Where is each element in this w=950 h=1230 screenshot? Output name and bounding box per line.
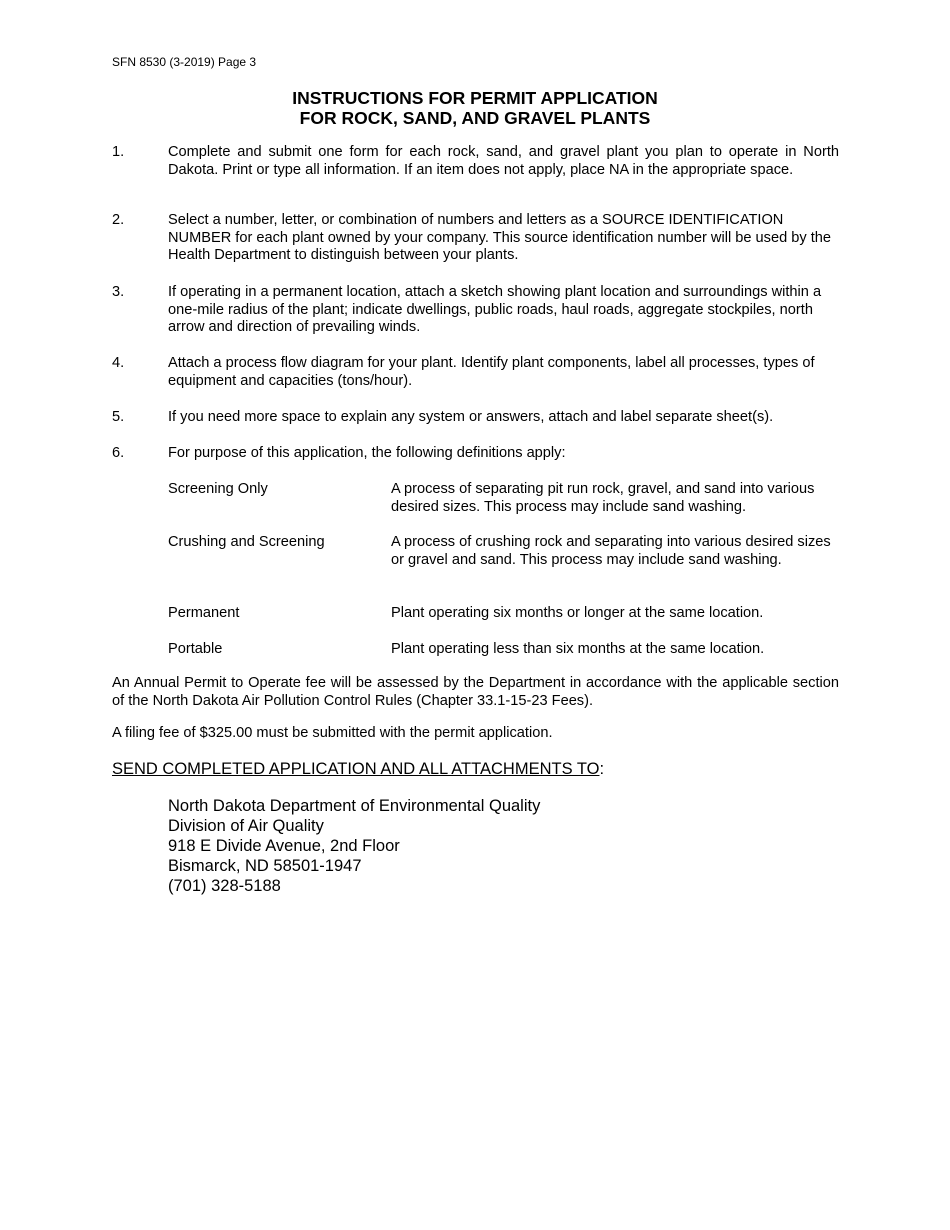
definition-term: Screening Only (168, 481, 268, 497)
instruction-text: If operating in a permanent location, attach a sketch showing plant location and surroundings within a one-mile radius of the plant; indicate dwellings, public roads, haul roads, aggregate stockpiles, north arrow and direction of prevailing winds. (168, 284, 822, 335)
instruction-number: 4. (112, 355, 125, 371)
definition-row (168, 641, 840, 659)
title-line-2: FOR ROCK, SAND, AND GRAVEL PLANTS (299, 108, 651, 128)
instruction-number: 5. (112, 409, 125, 425)
address-line: North Dakota Department of Environmental Quality (168, 797, 541, 815)
definition-row (168, 605, 840, 623)
instruction-item (112, 355, 839, 390)
instruction-number: 2. (112, 212, 125, 228)
mailing-address (168, 796, 540, 896)
instruction-item (112, 144, 839, 179)
filing-fee-paragraph: A filing fee of $325.00 must be submitted with the permit application. (112, 725, 553, 741)
instruction-text: Complete and submit one form for each rock, sand, and gravel plant you plan to operate in North Dakota. Print or type all information. If an item does not apply, place NA in the appropriate space. (168, 144, 839, 178)
definition-row (168, 481, 840, 516)
definition-term: Crushing and Screening (168, 534, 325, 550)
address-line: (701) 328-5188 (168, 877, 281, 895)
definition-description: Plant operating less than six months at the same location. (391, 641, 765, 657)
definition-row (168, 534, 840, 569)
definition-description: Plant operating six months or longer at the same location. (391, 605, 764, 621)
instruction-text: If you need more space to explain any system or answers, attach and label separate sheet(s). (168, 409, 774, 425)
form-code: SFN 8530 (3-2019) Page 3 (112, 55, 257, 69)
definition-description: A process of crushing rock and separating into various desired sizes or gravel and sand. This process may include sand washing. (391, 534, 831, 568)
instruction-number: 1. (112, 144, 125, 160)
instruction-item (112, 445, 839, 463)
instruction-text: Attach a process flow diagram for your plant. Identify plant components, label all processes, types of equipment and capacities (tons/hour). (168, 355, 815, 389)
instruction-text: For purpose of this application, the following definitions apply: (168, 445, 566, 461)
definition-description: A process of separating pit run rock, gravel, and sand into various desired sizes. This process may include sand washing. (391, 481, 815, 515)
address-line: Bismarck, ND 58501-1947 (168, 857, 362, 875)
instruction-item (112, 284, 839, 337)
instruction-number: 3. (112, 284, 125, 300)
definition-term: Permanent (168, 605, 240, 621)
send-to-heading (112, 759, 604, 779)
address-line: 918 E Divide Avenue, 2nd Floor (168, 837, 400, 855)
instruction-item (112, 409, 839, 427)
definition-term: Portable (168, 641, 223, 657)
instruction-text: Select a number, letter, or combination of numbers and letters as a SOURCE IDENTIFICATION NUMBER for each plant owned by your company. This source identification number will be used by the Health Department to distinguish between your plants. (168, 212, 831, 263)
instruction-number: 6. (112, 445, 125, 461)
send-to-heading-text: SEND COMPLETED APPLICATION AND ALL ATTACHMENTS TO (112, 760, 600, 778)
instruction-item (112, 212, 839, 265)
address-line: Division of Air Quality (168, 817, 324, 835)
title-line-1: INSTRUCTIONS FOR PERMIT APPLICATION (292, 88, 658, 108)
annual-fee-paragraph: An Annual Permit to Operate fee will be assessed by the Department in accordance with the applicable section of the North Dakota Air Pollution Control Rules (Chapter 33.1-15-23 Fees). (112, 675, 839, 709)
page-title (0, 88, 950, 128)
send-to-heading-colon: : (599, 760, 605, 778)
